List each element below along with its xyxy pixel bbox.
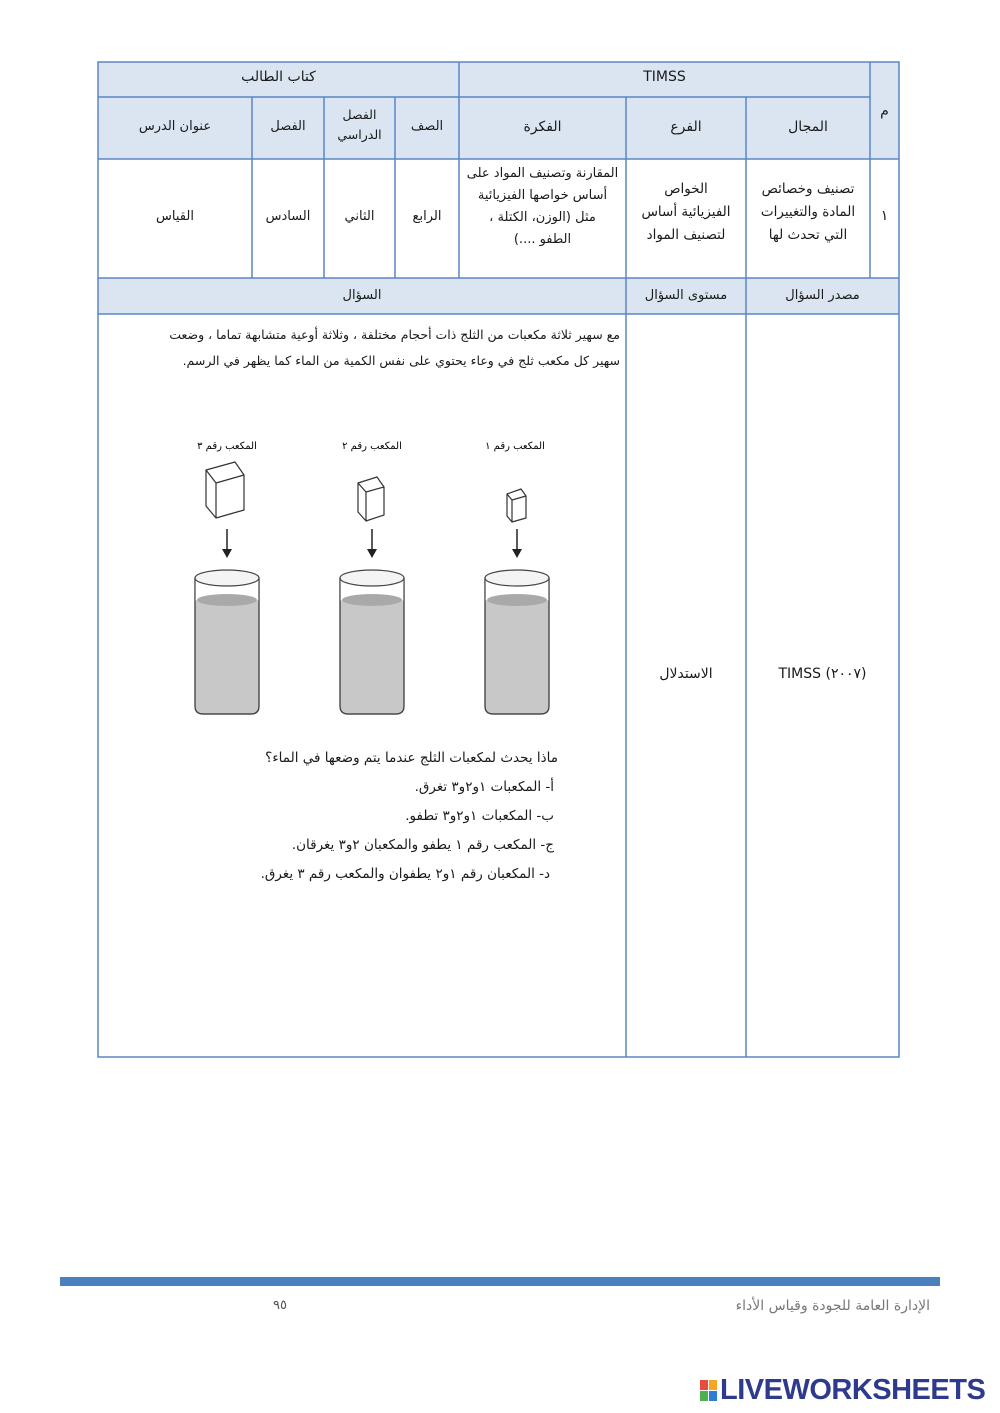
option-c[interactable]: ج- المكعب رقم ١ يطفو والمكعبان ٢و٣ يغرقان.	[291, 837, 554, 853]
question-stem: مع سهير ثلاثة مكعبات من الثلج ذات أحجام مختلفة ، وثلاثة أوعية متشابهة تماما ، وضعت سهير كل مكعب ثلج في وعاء يحتوي على نفس الكمية من الماء كما يظهر في الرسم.	[169, 327, 620, 368]
idea-cell: المقارنة وتصنيف المواد على أساس خواصها الفيزيائية مثل (الوزن، الكتلة ، الطفو ....)	[466, 166, 619, 248]
domain-header: المجال	[788, 119, 828, 135]
liveworksheets-logo-icon	[700, 1380, 718, 1402]
ice-cube-3	[206, 462, 244, 518]
glass-3	[195, 570, 259, 714]
grade-cell: الرابع	[412, 209, 442, 224]
footer-rule	[60, 1277, 940, 1286]
glass-1	[485, 570, 549, 714]
ice-cubes-illustration	[180, 430, 570, 730]
grade-header: الصف	[410, 119, 444, 134]
option-b[interactable]: ب- المكعبات ١و٢و٣ تطفو.	[405, 808, 554, 824]
cube-label-1: المكعب رقم ١	[485, 441, 545, 452]
page-number: ٩٥	[273, 1298, 287, 1313]
liveworksheets-brand: LIVEWORKSHEETS	[720, 1374, 986, 1406]
question-level: الاستدلال	[659, 666, 713, 682]
col-index-header: م	[880, 103, 889, 119]
option-d[interactable]: د- المكعبان رقم ١و٢ يطفوان والمكعب رقم ٣ يغرق.	[260, 866, 550, 882]
cube-label-2: المكعب رقم ٢	[342, 441, 402, 452]
question-prompt: ماذا يحدث لمكعبات الثلج عندما يتم وضعها في الماء؟	[265, 750, 558, 766]
chapter-header: الفصل	[270, 119, 306, 134]
idea-header: الفكرة	[523, 119, 562, 135]
branch-cell: الخواص الفيزيائية أساس لتصنيف المواد	[641, 181, 731, 243]
lesson-title-header: عنوان الدرس	[138, 119, 212, 134]
option-a[interactable]: أ- المكعبات ١و٢و٣ تغرق.	[414, 779, 554, 795]
question-source-header: مصدر السؤال	[785, 288, 860, 303]
semester-cell: الثاني	[344, 209, 375, 224]
chapter-cell: السادس	[265, 209, 311, 224]
question-header: السؤال	[342, 288, 382, 303]
ice-cube-2	[358, 477, 384, 521]
org-name: الإدارة العامة للجودة وقياس الأداء	[735, 1298, 930, 1314]
timss-header: TIMSS	[643, 69, 686, 85]
cube-label-3: المكعب رقم ٣	[197, 441, 257, 452]
book-header: كتاب الطالب	[241, 69, 316, 85]
question-level-header: مستوى السؤال	[644, 288, 728, 303]
glass-2	[340, 570, 404, 714]
semester-header: الفصل الدراسي	[337, 107, 382, 142]
ice-cube-1	[507, 489, 526, 522]
lesson-title-cell: القياس	[156, 209, 194, 224]
question-source: TIMSS (٢٠٠٧)	[778, 666, 867, 682]
branch-header: الفرع	[670, 119, 702, 135]
row-index: ١	[880, 208, 889, 224]
domain-cell: تصنيف وخصائص المادة والتغييرات التي تحدث لها	[760, 181, 856, 243]
